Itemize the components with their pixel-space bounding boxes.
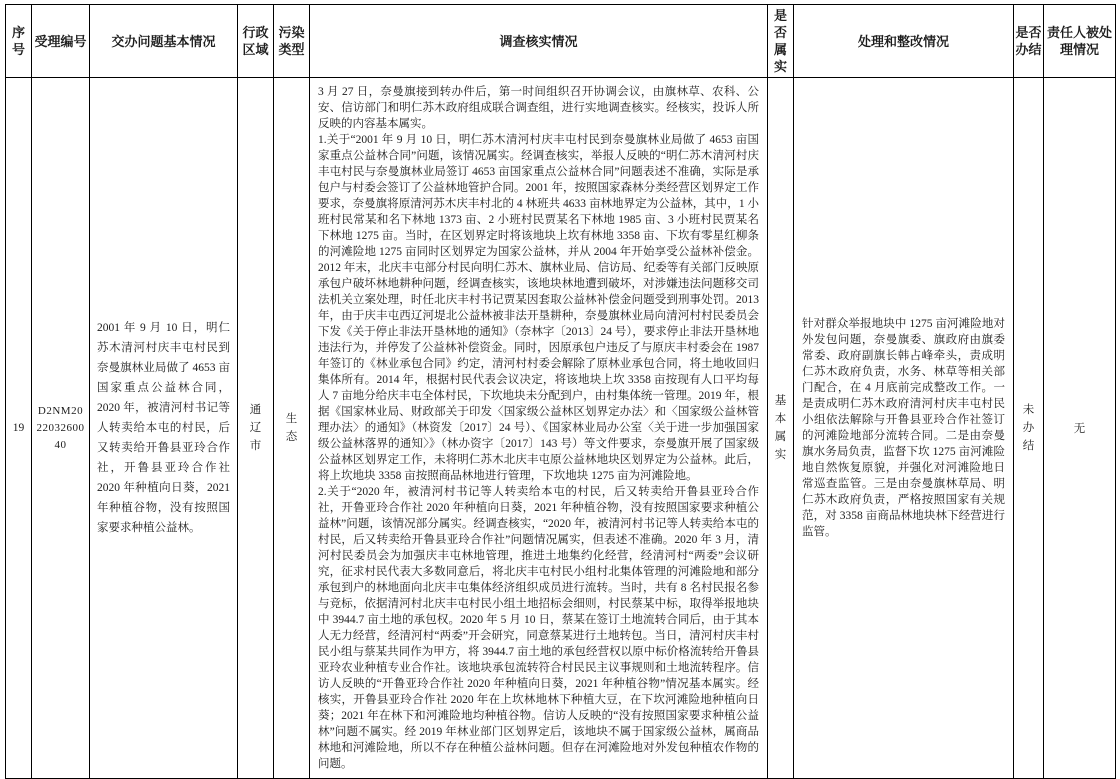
cell-seq: 19: [6, 78, 32, 779]
cell-accountability: 无: [1044, 78, 1116, 779]
problem-text: 2001 年 9 月 10 日，明仁苏木清河村庆丰屯村民到奈曼旗林业局做了 4653 亩国家重点公益林合同，2020 年，被清河村书记等人转卖给本屯的村民，后又转卖给开鲁县亚玲合作社，开鲁县亚玲合作社 2020 年种植向日葵，2021 年种植谷物，没有按照国家要求种植公益林。: [97, 322, 230, 534]
header-case-no: 受理编号: [32, 5, 90, 78]
header-accountability: 责任人被处理情况: [1044, 5, 1116, 78]
header-handling: 处理和整改情况: [794, 5, 1014, 78]
table-row: [6, 78, 1116, 779]
investigation-paragraph-1: 3 月 27 日，奈曼旗接到转办件后，第一时间组织召开协调会议，由旗林草、农科、公安、信访部门和明仁苏木政府组成联合调查组，进行实地调查核实。经核实，投诉人所反映的内容基本属实。: [318, 86, 759, 130]
header-row: [6, 5, 1116, 78]
header-verified: 是否属实: [768, 5, 794, 78]
header-concluded: 是否办结: [1014, 5, 1044, 78]
header-investigation: 调查核实情况: [310, 5, 768, 78]
cell-region: [238, 78, 274, 779]
investigation-paragraph-2: 1.关于“2001 年 9 月 10 日，明仁苏木清河村庆丰屯村民到奈曼旗林业局做了 4653 亩国家重点公益林合同”问题，该情况属实。经调查核实，举报人反映的“明仁苏木清河村庆丰屯村民与奈曼旗林业局签订 4653 亩国家重点公益林合同”问题表述不准确，实际是承包户与村委会签订了公益林地管护合同。2001 年，按照国家森林分类经营区划界定工作要求，奈曼旗将原清河苏木庆丰村北的 4 林班共 4633 亩林地界定为公益林，其中，1 小班村民常某和名下林地 1373 亩、2 小班村民贾某名下林地 1985 亩、3 小班村民贾某名下林地 1275 亩。当时，在区划界定时将该地块上坎有林地 3358 亩、下坎有零星红柳条的河滩险地 1275 亩同时区划界定为国家公益林，并从 2004 年开始享受公益林补偿金。2012 年末，北庆丰屯部分村民向明仁苏木、旗林业局、信访局、纪委等有关部门反映原承包户破坏林地耕种问题，经调查核实，该地块林地遭到破坏，对涉嫌违法问题移交司法机关立案处理，时任北庆丰村书记贾某因套取公益林补偿金问题受到刑事处罚。2013 年，由于庆丰屯西辽河堤北公益林被非法开垦耕种，奈曼旗林业局向清河村村民委员会下发《关于停止非法开垦林地的通知》（奈林字〔2013〕24 号），要求停止非法开垦林地违法行为，并停发了公益林补偿资金。同时，因原承包户违反了与原庆丰村委会在 1987 年签订的《林业承包合同》约定，清河村村委会解除了原林业承包合同，将土地收回归集体所有。2014 年，根据村民代表会议决定，将该地块上坎 3358 亩按现有人口平均每人 7 亩地分给庆丰屯全体村民，下坎地块未分配到户，由村集体统一管理。2019 年，根据《国家林业局、财政部关于印发〈国家级公益林区划界定办法〉和〈国家级公益林管理办法〉的通知》（林资发〔2017〕24 号）、《国家林业局办公室〈关于进一步加强国家级公益林落界的通知〉》（林办资字〔2017〕143 号）等文件要求，奈曼旗开展了国家级公益林区划界定工作，未将明仁苏木北庆丰屯原公益林地块区划界定为公益林。此后，将上坎地块 3358 亩按照商品林地进行管理，下坎地块 1275 亩为河滩险地。: [318, 134, 759, 482]
cell-concluded: [1014, 78, 1044, 779]
header-pollution-type: 污染类型: [274, 5, 310, 78]
handling-text: 针对群众举报地块中 1275 亩河滩险地对外发包问题，奈曼旗委、旗政府由旗委常委、政府副旗长韩占峰牵头，责成明仁苏木政府负责，水务、林草等相关部门配合，在 4 月底前完成整改工作。一是责成明仁苏木政府清河村庆丰屯村民小组依法解除与开鲁县亚玲合作社签订的河滩险地部分流转合同。二是由奈曼旗水务局负责，监督下坎 1275 亩河滩险地自然恢复原貌，并强化对河滩险地日常巡查监管。三是由奈曼旗林草局、明仁苏木政府负责，严格按照国家有关规范，对 3358 亩商品林地块林下经营进行监管。: [802, 318, 1005, 538]
investigation-paragraph-3: 2.关于“2020 年，被清河村书记等人转卖给本屯的村民，后又转卖给开鲁县亚玲合作社，开鲁亚玲合作社 2020 年种植向日葵，2021 年种植谷物，没有按照国家要求种植公益林”问题，该情况部分属实。经调查核实，“2020 年，被清河村书记等人转卖给本屯的村民，后又转卖给开鲁县亚玲合作社”问题情况属实，但表述不准确。2020 年 3 月，清河村民委员会为加强庆丰屯林地管理，推进土地集约化经营，经清河村“两委”会议研究，征求村民代表大多数同意后，将北庆丰屯村民小组村北集体管理的河滩险地和部分承包到户的林地面向北庆丰屯集体经济组织成员进行流转。当时，共有 8 名村民报名参与竞标，依据清河村北庆丰屯村民小组土地招标会细则，村民蔡某中标，取得举报地块中 3944.7 亩土地的承包权。2020 年 5 月 10 日，蔡某在签订土地流转合同后，由于其本人无力经营，经清河村“两委”开会研究，同意蔡某进行土地转包。当日，清河村庆丰村民小组与蔡某共同作为甲方，将 3944.7 亩土地的承包经营权以原中标价格流转给开鲁县亚玲农业种植专业合作社。该地块承包流转符合村民民主议事规则和土地流转程序。信访人反映的“开鲁亚玲合作社 2020 年种植向日葵，2021 年种植谷物”情况基本属实。经核实，开鲁县亚玲合作社 2020 年在上坎林地林下种植大豆，在下坎河滩险地种植向日葵；2021 年在林下和河滩险地均种植谷物。信访人反映的“没有按照国家要求种植公益林”问题不属实。经 2019 年林业部门区划界定后，该地块不属于国家级公益林，属商品林地和河滩险地，所以不存在种植公益林问题。但存在河滩险地对外发包种植农作物的问题。: [318, 486, 759, 770]
pollution-type-text: 生态: [285, 413, 298, 443]
case-number: D2NM202203260040: [36, 404, 85, 451]
complaint-handling-table: [5, 4, 1116, 779]
cell-case-no: [32, 78, 90, 779]
cell-investigation: [310, 78, 768, 779]
verified-text: 基本属实: [774, 395, 787, 461]
concluded-text: 未办结: [1022, 404, 1035, 452]
header-region: 行政区域: [238, 5, 274, 78]
cell-verified: [768, 78, 794, 779]
cell-pollution-type: [274, 78, 310, 779]
cell-handling: [794, 78, 1014, 779]
header-seq: 序号: [6, 5, 32, 78]
region-text: 通辽市: [249, 404, 262, 452]
cell-problem: [90, 78, 238, 779]
header-problem: 交办问题基本情况: [90, 5, 238, 78]
